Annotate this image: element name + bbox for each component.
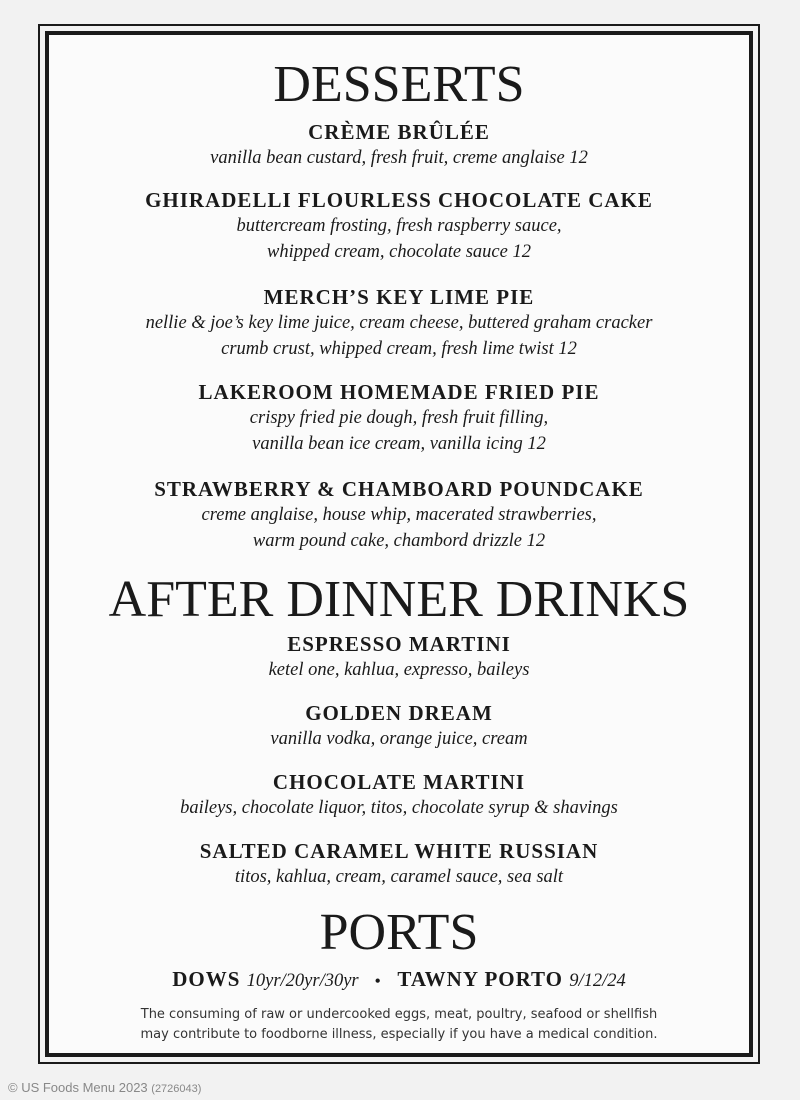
dessert-name: LAKEROOM HOMEMADE FRIED PIE bbox=[198, 380, 600, 404]
drink-name: GOLDEN DREAM bbox=[305, 701, 493, 725]
dessert-description: nellie & joe’s key lime juice, cream cheese, buttered graham cracker bbox=[145, 313, 653, 334]
drink-name: SALTED CARAMEL WHITE RUSSIAN bbox=[199, 839, 599, 863]
menu-outer-border bbox=[38, 24, 760, 1064]
dessert-description: crispy fried pie dough, fresh fruit filling, bbox=[249, 408, 549, 429]
drink-name: ESPRESSO MARTINI bbox=[287, 632, 511, 656]
disclaimer-line: The consuming of raw or undercooked eggs, meat, poultry, seafood or shellfish bbox=[140, 1007, 658, 1022]
drink-description: baileys, chocolate liquor, titos, chocolate syrup & shavings bbox=[180, 798, 618, 819]
copyright-text: © US Foods Menu 2023 bbox=[8, 1080, 148, 1095]
bullet-separator: • bbox=[374, 973, 382, 990]
dessert-item bbox=[49, 380, 749, 457]
menu-card bbox=[49, 35, 749, 1053]
dessert-description: crumb crust, whipped cream, fresh lime twist 12 bbox=[221, 339, 577, 360]
dessert-description: whipped cream, chocolate sauce 12 bbox=[267, 242, 531, 263]
drinks-section bbox=[49, 571, 749, 628]
drinks-title: AFTER DINNER DRINKS bbox=[108, 571, 690, 628]
ports-section bbox=[49, 904, 749, 961]
copyright-footer bbox=[8, 1080, 201, 1095]
drink-name: CHOCOLATE MARTINI bbox=[272, 770, 526, 794]
drink-item bbox=[49, 701, 749, 752]
dessert-name: GHIRADELLI FLOURLESS CHOCOLATE CAKE bbox=[145, 188, 653, 212]
dessert-description: buttercream frosting, fresh raspberry sauce, bbox=[236, 216, 562, 237]
port-name: TAWNY PORTO bbox=[397, 967, 564, 991]
port-vintages: 10yr/20yr/30yr bbox=[246, 971, 359, 991]
drink-item bbox=[49, 632, 749, 683]
disclaimer-line: may contribute to foodborne illness, especially if you have a medical condition. bbox=[140, 1027, 658, 1042]
drink-description: titos, kahlua, cream, caramel sauce, sea salt bbox=[234, 867, 564, 888]
dessert-item bbox=[49, 285, 749, 362]
ports-title: PORTS bbox=[319, 904, 479, 961]
dessert-description: creme anglaise, house whip, macerated strawberries, bbox=[201, 505, 597, 526]
dessert-item bbox=[49, 477, 749, 554]
desserts-title: DESSERTS bbox=[273, 56, 525, 113]
drink-item bbox=[49, 839, 749, 890]
dessert-name: CRÈME BRÛLÉE bbox=[308, 120, 490, 144]
dessert-name: STRAWBERRY & CHAMBOARD POUNDCAKE bbox=[154, 477, 644, 501]
dessert-description: warm pound cake, chambord drizzle 12 bbox=[252, 531, 546, 552]
menu-inner-border bbox=[45, 31, 753, 1057]
food-safety-disclaimer bbox=[49, 1005, 749, 1045]
port-name: DOWS bbox=[172, 967, 241, 991]
dessert-item bbox=[49, 188, 749, 265]
dessert-description: vanilla bean ice cream, vanilla icing 12 bbox=[252, 434, 546, 455]
drink-description: ketel one, kahlua, expresso, baileys bbox=[268, 660, 530, 681]
ports-list bbox=[49, 967, 749, 992]
dessert-item bbox=[49, 120, 749, 171]
desserts-section bbox=[49, 56, 749, 113]
menu-code: (2726043) bbox=[151, 1083, 202, 1095]
dessert-description: vanilla bean custard, fresh fruit, creme anglaise 12 bbox=[210, 148, 588, 169]
port-vintages: 9/12/24 bbox=[569, 971, 626, 991]
drink-description: vanilla vodka, orange juice, cream bbox=[270, 729, 528, 750]
dessert-name: MERCH’S KEY LIME PIE bbox=[263, 285, 535, 309]
drink-item bbox=[49, 770, 749, 821]
